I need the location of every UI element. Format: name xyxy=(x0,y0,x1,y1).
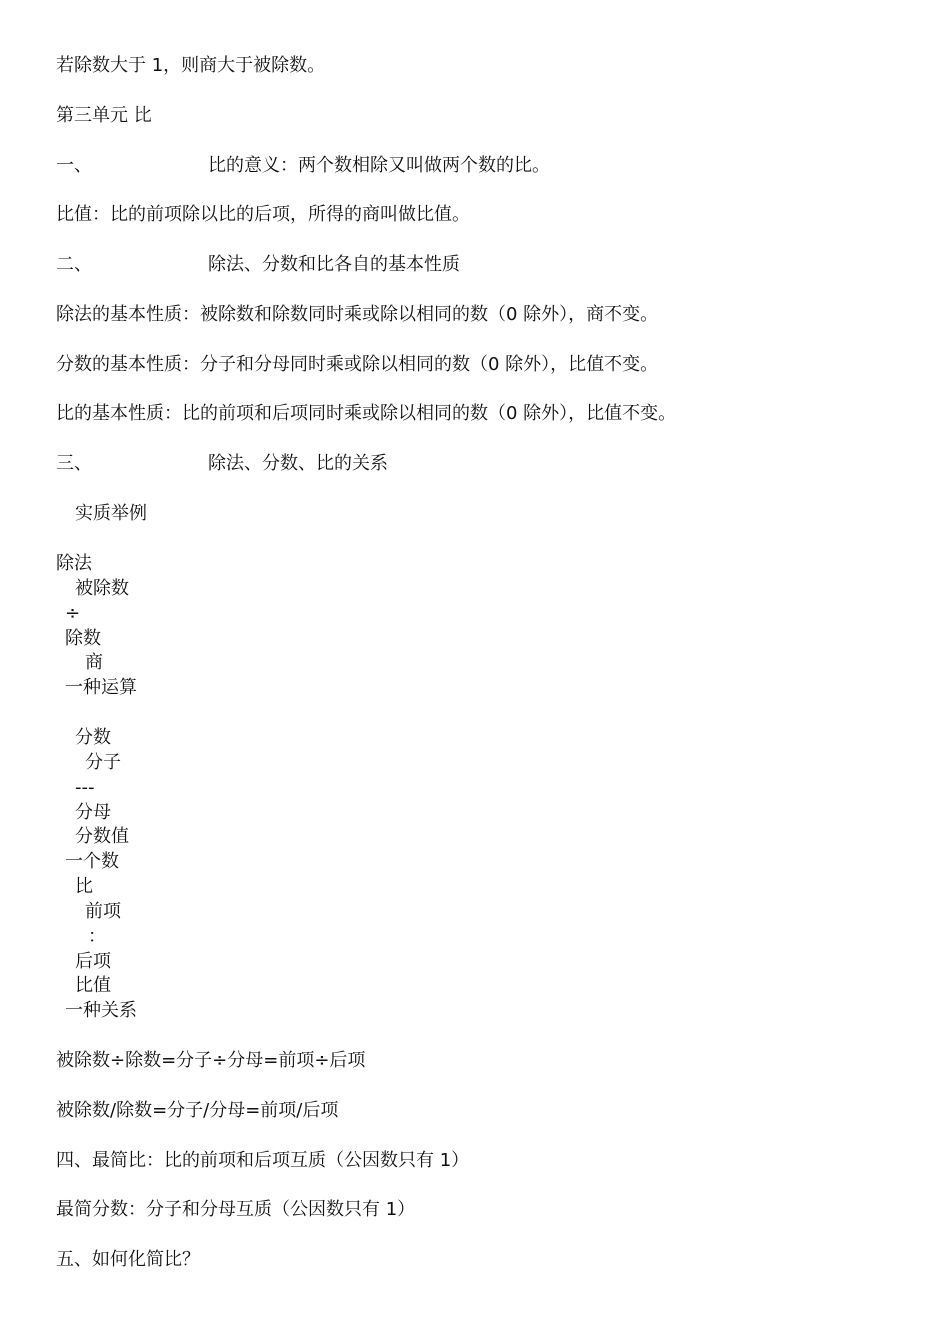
text-line: 除法的基本性质：被除数和除数同时乘或除以相同的数（0 除外），商不变。 xyxy=(56,304,659,325)
table-cell: 分子 xyxy=(85,752,121,773)
table-cell: 商 xyxy=(85,652,103,673)
table-cell: 分数值 xyxy=(75,826,129,847)
table-cell: 前项 xyxy=(85,901,121,922)
item-number: 一、 xyxy=(56,155,92,176)
table-cell: 比值 xyxy=(75,975,111,996)
text-line: 分数的基本性质：分子和分母同时乘或除以相同的数（0 除外），比值不变。 xyxy=(56,354,659,375)
table-cell: 一种运算 xyxy=(65,677,137,698)
table-row-label: 分数 xyxy=(75,727,111,748)
formula-line: 被除数÷除数=分子÷分母=前项÷后项 xyxy=(56,1050,366,1071)
table-cell: 除数 xyxy=(65,628,101,649)
item-number: 二、 xyxy=(56,254,92,275)
table-header-cell: 实质举例 xyxy=(75,503,147,524)
table-cell: ： xyxy=(88,926,106,947)
item-number: 三、 xyxy=(56,453,92,474)
item-heading: 除法、分数和比各自的基本性质 xyxy=(208,254,460,275)
formula-line: 被除数/除数=分子/分母=前项/后项 xyxy=(56,1100,339,1121)
table-cell: --- xyxy=(75,777,95,798)
text-line: 五、如何化简比？ xyxy=(56,1249,200,1270)
text-line: 比的基本性质：比的前项和后项同时乘或除以相同的数（0 除外），比值不变。 xyxy=(56,403,677,424)
table-cell: 后项 xyxy=(75,951,111,972)
table-cell: 分母 xyxy=(75,802,111,823)
text-line: 最简分数：分子和分母互质（公因数只有 1） xyxy=(56,1199,416,1220)
table-cell: 一种关系 xyxy=(65,1000,137,1021)
item-heading: 比的意义：两个数相除又叫做两个数的比。 xyxy=(208,155,550,176)
table-row-label: 除法 xyxy=(56,553,92,574)
text-line: 若除数大于 1，则商大于被除数。 xyxy=(56,55,326,76)
item-heading: 除法、分数、比的关系 xyxy=(208,453,388,474)
table-cell: 一个数 xyxy=(65,851,119,872)
table-cell: 被除数 xyxy=(75,578,129,599)
text-line: 比值：比的前项除以比的后项，所得的商叫做比值。 xyxy=(56,204,470,225)
table-row-label: 比 xyxy=(75,876,93,897)
text-line: 四、最简比：比的前项和后项互质（公因数只有 1） xyxy=(56,1150,470,1171)
section-heading: 第三单元 比 xyxy=(56,105,152,126)
table-cell: ÷ xyxy=(65,603,81,624)
